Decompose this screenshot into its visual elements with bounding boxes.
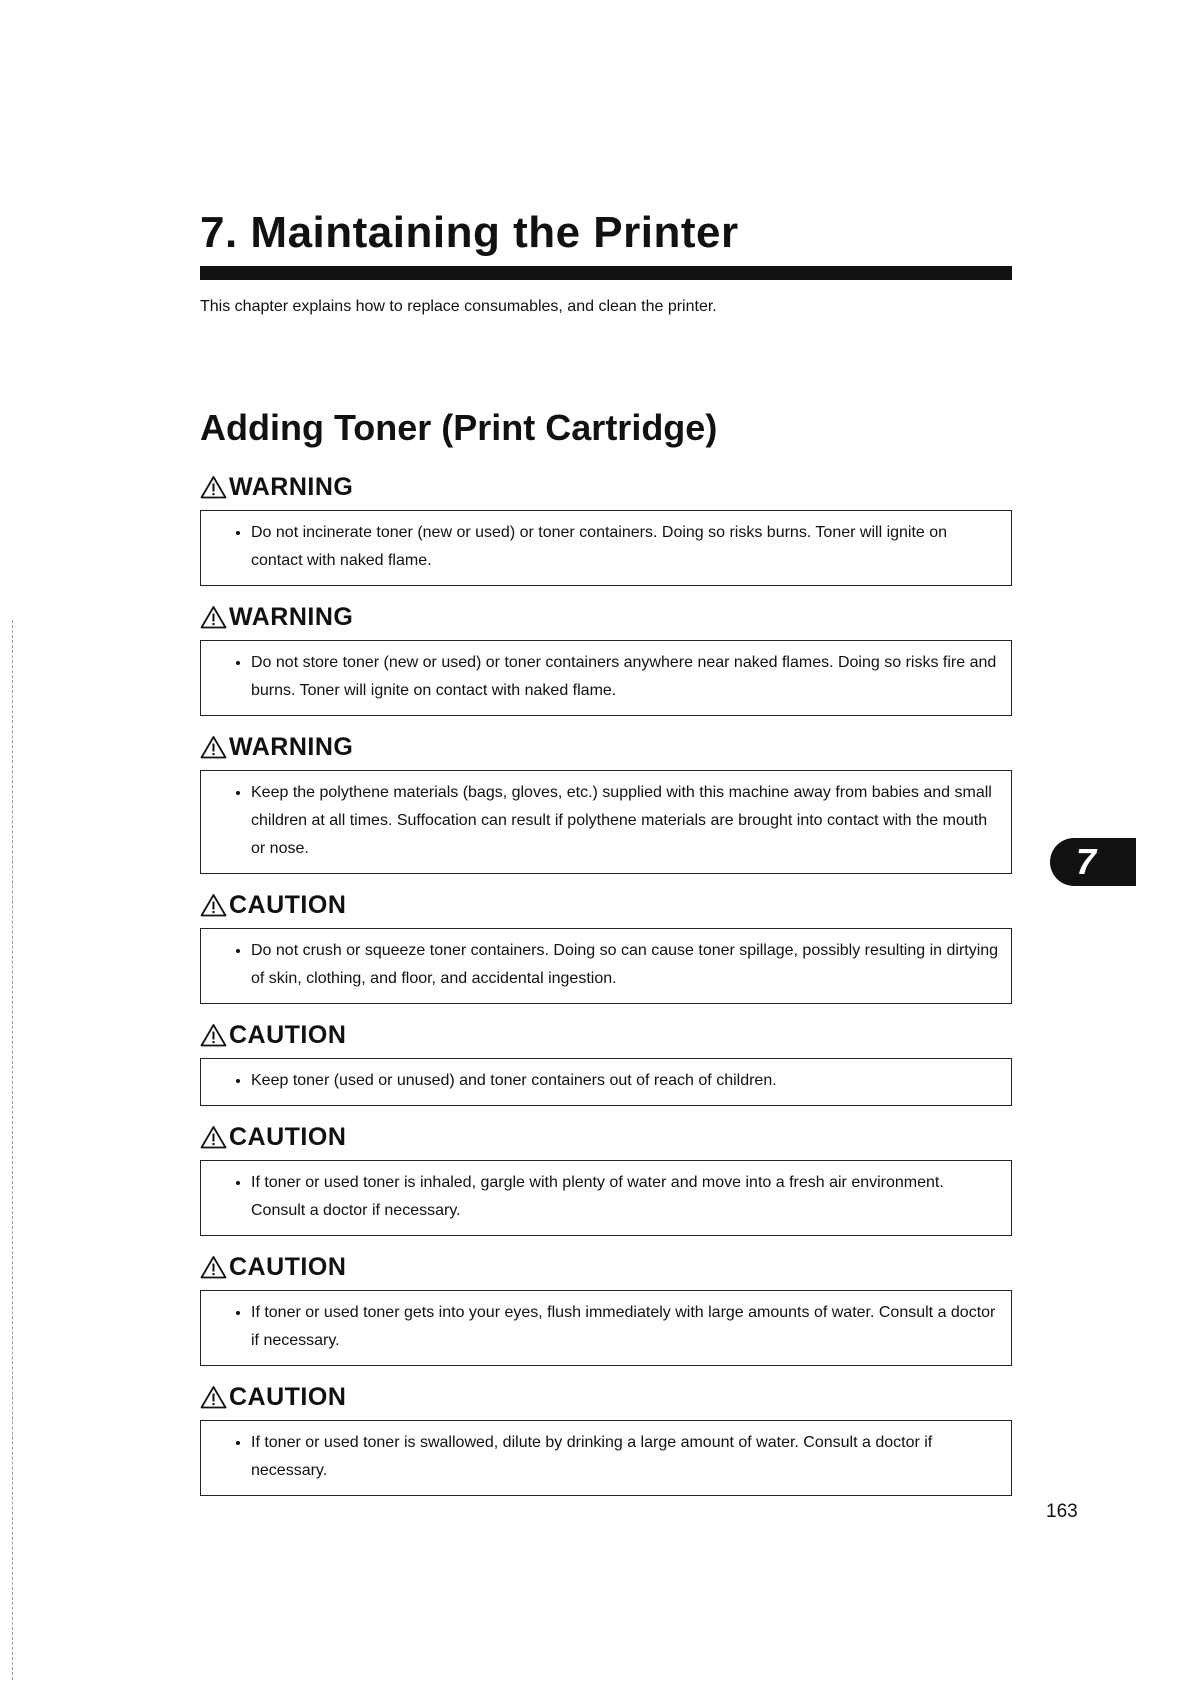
notice-heading-label: CAUTION bbox=[229, 1020, 347, 1049]
notice-text: • Do not crush or squeeze toner containers. Doing so can cause toner spillage, possibly resulting in dirtying of skin, clothing, and floor, and accidental ingestion. bbox=[251, 937, 1001, 993]
notice-caution-5 bbox=[200, 1380, 1020, 1496]
notice-heading-label: CAUTION bbox=[229, 1382, 347, 1411]
section-title: Adding Toner (Print Cartridge) bbox=[200, 407, 718, 448]
warning-triangle-icon bbox=[200, 1125, 227, 1149]
notice-text: • Do not incinerate toner (new or used) or toner containers. Doing so risks burns. Toner will ignite on contact with naked flame. bbox=[251, 519, 1001, 575]
notice-caution-1 bbox=[200, 888, 1020, 1004]
notice-text: • If toner or used toner is inhaled, gargle with plenty of water and move into a fresh air environment. Consult a doctor if necessary. bbox=[251, 1169, 1001, 1225]
chapter-tab-number: 7 bbox=[1075, 841, 1097, 882]
warning-triangle-icon bbox=[200, 893, 227, 917]
notice-heading-label: CAUTION bbox=[229, 890, 347, 919]
notice-text: • Keep the polythene materials (bags, gloves, etc.) supplied with this machine away from babies and small children at all times. Suffocation can result if polythene materials are brought into contact with the mouth or nose. bbox=[251, 779, 1001, 863]
warning-triangle-icon bbox=[200, 475, 227, 499]
notice-heading-label: CAUTION bbox=[229, 1252, 347, 1281]
notice-heading-label: WARNING bbox=[229, 732, 354, 761]
notice-box bbox=[200, 1420, 1012, 1496]
notice-heading bbox=[200, 600, 1020, 634]
chapter-title: 7. Maintaining the Printer bbox=[200, 208, 739, 257]
notice-text: • If toner or used toner gets into your eyes, flush immediately with large amounts of water. Consult a doctor if necessary. bbox=[251, 1299, 1001, 1355]
notice-box bbox=[200, 1160, 1012, 1236]
notice-heading bbox=[200, 888, 1020, 922]
warning-triangle-icon bbox=[200, 735, 227, 759]
notice-heading bbox=[200, 470, 1020, 504]
notice-box bbox=[200, 928, 1012, 1004]
notice-caution-4 bbox=[200, 1250, 1020, 1366]
notice-heading bbox=[200, 1250, 1020, 1284]
notice-box bbox=[200, 640, 1012, 716]
notice-text: • Keep toner (used or unused) and toner containers out of reach of children. bbox=[251, 1067, 1001, 1095]
notice-warning-3 bbox=[200, 730, 1020, 874]
notice-caution-3 bbox=[200, 1120, 1020, 1236]
notice-heading-label: WARNING bbox=[229, 602, 354, 631]
notice-heading bbox=[200, 1120, 1020, 1154]
page-number: 163 bbox=[1046, 1501, 1078, 1522]
notice-box bbox=[200, 770, 1012, 874]
chapter-title-rule bbox=[200, 266, 1012, 280]
notice-heading bbox=[200, 730, 1020, 764]
warning-triangle-icon bbox=[200, 1255, 227, 1279]
warning-triangle-icon bbox=[200, 605, 227, 629]
notice-box bbox=[200, 1290, 1012, 1366]
warning-triangle-icon bbox=[200, 1023, 227, 1047]
chapter-thumb-tab bbox=[1050, 838, 1136, 886]
notice-caution-2 bbox=[200, 1018, 1020, 1106]
notice-heading bbox=[200, 1380, 1020, 1414]
safety-notices bbox=[200, 470, 1020, 1510]
notice-box bbox=[200, 510, 1012, 586]
scan-margin-line bbox=[12, 620, 13, 1680]
notice-warning-1 bbox=[200, 470, 1020, 586]
notice-text: • Do not store toner (new or used) or toner containers anywhere near naked flames. Doing so risks fire and burns. Toner will ignite on contact with naked flame. bbox=[251, 649, 1001, 705]
notice-heading-label: CAUTION bbox=[229, 1122, 347, 1151]
notice-text: • If toner or used toner is swallowed, dilute by drinking a large amount of water. Consult a doctor if necessary. bbox=[251, 1429, 1001, 1485]
warning-triangle-icon bbox=[200, 1385, 227, 1409]
notice-warning-2 bbox=[200, 600, 1020, 716]
notice-heading bbox=[200, 1018, 1020, 1052]
notice-heading-label: WARNING bbox=[229, 472, 354, 501]
notice-box bbox=[200, 1058, 1012, 1106]
chapter-intro: This chapter explains how to replace consumables, and clean the printer. bbox=[200, 298, 717, 315]
